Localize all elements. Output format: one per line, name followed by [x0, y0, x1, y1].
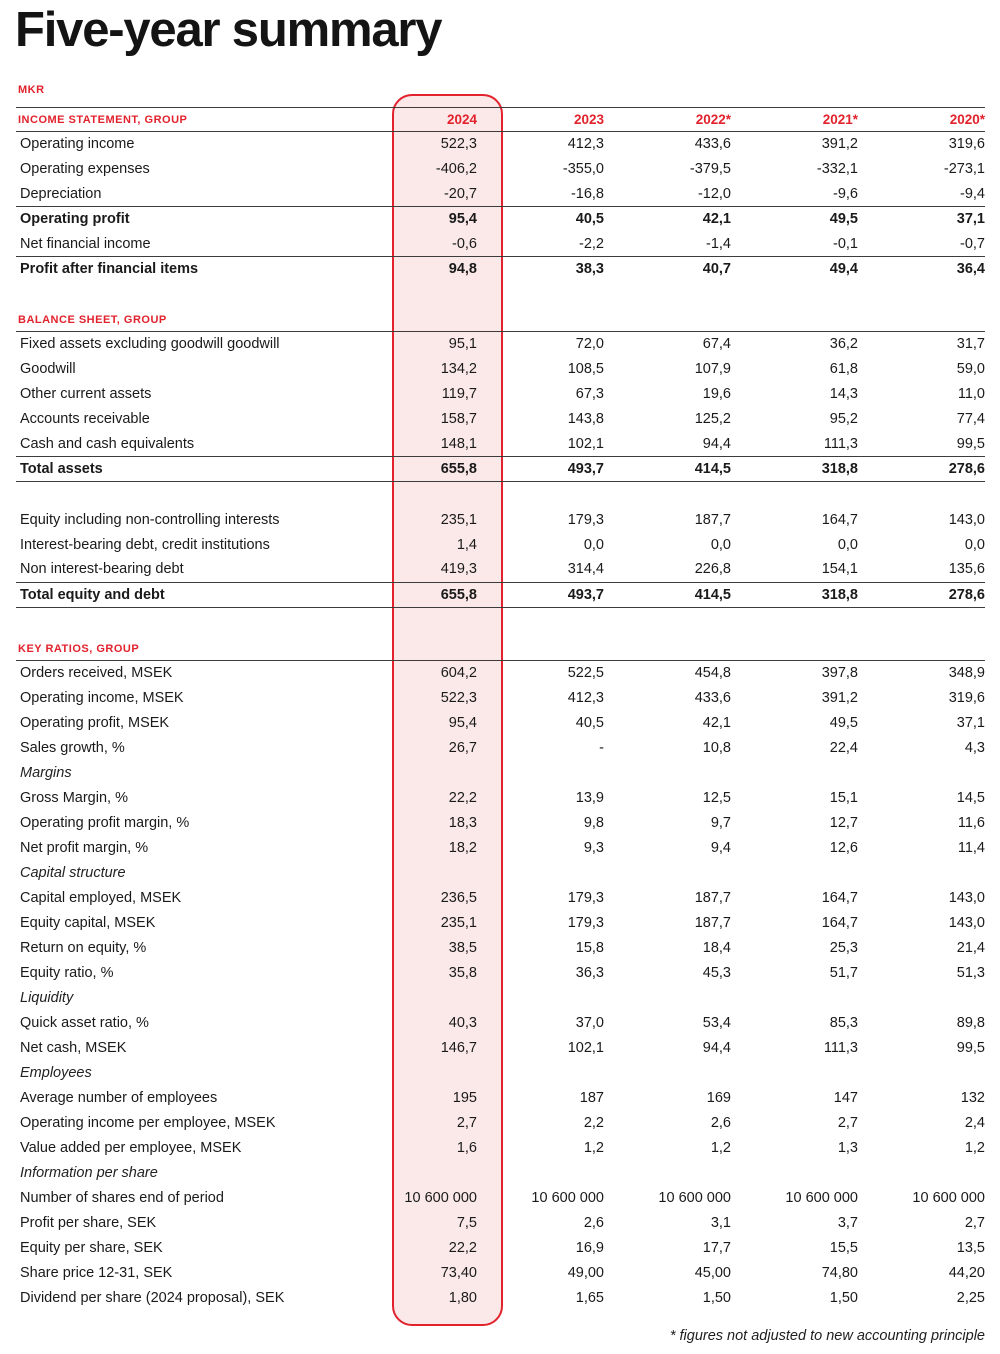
row-label: Profit per share, SEK: [20, 1215, 157, 1231]
cell-value: 2,6: [583, 1215, 604, 1231]
cell-value: 195: [452, 1090, 477, 1106]
year-column-header: 2020*: [949, 112, 985, 127]
cell-value: 412,3: [567, 136, 604, 153]
cell-value: 179,3: [567, 915, 604, 931]
cell-value: 10 600 000: [531, 1190, 604, 1206]
cell-value: -: [599, 740, 604, 756]
row-label: Orders received, MSEK: [20, 665, 173, 682]
row-label: Total equity and debt: [20, 586, 165, 603]
cell-value: 73,40: [440, 1265, 477, 1281]
cell-value: 89,8: [956, 1015, 985, 1031]
cell-value: 1,2: [583, 1140, 604, 1156]
cell-value: 95,4: [448, 715, 477, 731]
row-label: Interest-bearing debt, credit institutions: [20, 536, 270, 553]
table-row: [16, 1086, 985, 1111]
cell-value: 94,4: [702, 1040, 731, 1056]
section-heading: INCOME STATEMENT, GROUP: [18, 113, 188, 126]
cell-value: 9,7: [710, 815, 731, 831]
row-label: Non interest-bearing debt: [20, 561, 184, 578]
unit-label: MKR: [18, 84, 45, 96]
cell-value: 493,7: [567, 586, 604, 603]
cell-value: -273,1: [943, 161, 985, 177]
row-label: Fixed assets excluding goodwill goodwill: [20, 336, 280, 353]
cell-value: 132: [960, 1090, 985, 1106]
cell-value: 433,6: [694, 136, 731, 153]
cell-value: 2,7: [456, 1115, 477, 1131]
cell-value: 95,4: [448, 211, 477, 228]
row-label: Depreciation: [20, 185, 102, 202]
cell-value: 135,6: [948, 561, 985, 578]
year-column-header: 2023: [573, 112, 604, 127]
cell-value: 164,7: [821, 890, 858, 906]
cell-value: 391,2: [821, 136, 858, 153]
cell-value: 9,3: [583, 840, 604, 856]
cell-value: 433,6: [694, 690, 731, 706]
cell-value: 11,4: [957, 840, 985, 856]
cell-value: 14,5: [956, 790, 985, 806]
row-label: Quick asset ratio, %: [20, 1015, 149, 1031]
row-label: Equity per share, SEK: [20, 1240, 163, 1256]
cell-value: 522,5: [567, 665, 604, 682]
row-label: Average number of employees: [20, 1090, 218, 1106]
cell-value: 4,3: [964, 740, 985, 756]
table-row: [16, 786, 985, 811]
row-label: Sales growth, %: [20, 740, 125, 756]
cell-value: 179,3: [567, 890, 604, 906]
table-row: [16, 1111, 985, 1136]
cell-value: 13,5: [956, 1240, 985, 1256]
cell-value: 12,6: [829, 840, 858, 856]
cell-value: 147: [833, 1090, 858, 1106]
spacer: [16, 607, 985, 636]
cell-value: 10 600 000: [658, 1190, 731, 1206]
cell-value: 522,3: [440, 136, 477, 153]
spacer-row: [16, 282, 985, 307]
cell-value: 40,3: [448, 1015, 477, 1031]
cell-value: 1,2: [710, 1140, 731, 1156]
cell-value: 19,6: [702, 386, 731, 402]
cell-value: 319,6: [948, 690, 985, 706]
table-row: [16, 961, 985, 986]
cell-value: 1,2: [964, 1140, 985, 1156]
cell-value: 154,1: [821, 561, 858, 578]
cell-value: 655,8: [440, 586, 477, 603]
row-label: Operating profit: [20, 211, 130, 228]
summary-table-body: [16, 108, 985, 1311]
table-row: [16, 736, 985, 761]
section-heading: KEY RATIOS, GROUP: [18, 643, 140, 655]
table-header-row: [16, 108, 985, 132]
table-row: [16, 1011, 985, 1036]
cell-value: 108,5: [567, 361, 604, 377]
row-label: Return on equity, %: [20, 940, 147, 956]
cell-value: 11,6: [957, 815, 985, 831]
cell-value: 95,2: [829, 411, 858, 427]
cell-value: 604,2: [440, 665, 477, 682]
cell-value: 493,7: [567, 461, 604, 477]
table-row: [16, 1236, 985, 1261]
cell-value: 49,5: [829, 211, 858, 228]
table-row: [16, 457, 985, 482]
cell-value: 102,1: [567, 435, 604, 452]
cell-value: 2,4: [964, 1115, 985, 1131]
cell-value: 61,8: [829, 361, 858, 377]
cell-value: 45,3: [702, 965, 731, 981]
cell-value: 164,7: [821, 915, 858, 931]
subsection-header-row: [16, 986, 985, 1011]
section-header-row: [16, 636, 985, 661]
cell-value: 22,2: [448, 790, 477, 806]
row-label: Accounts receivable: [20, 411, 150, 427]
section-heading: BALANCE SHEET, GROUP: [18, 314, 167, 326]
cell-value: 40,5: [575, 211, 604, 228]
cell-value: -2,2: [579, 235, 604, 252]
cell-value: 49,4: [829, 261, 858, 278]
cell-value: 9,8: [583, 815, 604, 831]
cell-value: 18,3: [448, 815, 477, 831]
cell-value: 18,2: [448, 840, 477, 856]
row-label: Operating income: [20, 136, 135, 153]
cell-value: 95,1: [448, 336, 477, 353]
cell-value: 414,5: [694, 461, 731, 477]
cell-value: 522,3: [440, 690, 477, 706]
cell-value: 10 600 000: [912, 1190, 985, 1206]
cell-value: 25,3: [829, 940, 858, 956]
table-row: [16, 686, 985, 711]
cell-value: 187,7: [694, 915, 731, 931]
cell-value: 2,6: [710, 1115, 731, 1131]
cell-value: 72,0: [575, 336, 604, 353]
cell-value: 51,3: [956, 965, 985, 981]
cell-value: 0,0: [964, 536, 985, 553]
cell-value: 148,1: [440, 435, 477, 452]
row-label: Equity ratio, %: [20, 965, 114, 981]
cell-value: -406,2: [435, 161, 477, 177]
row-label: Dividend per share (2024 proposal), SEK: [20, 1290, 285, 1306]
cell-value: -1,4: [706, 235, 731, 252]
cell-value: 40,5: [575, 715, 604, 731]
cell-value: 11,0: [957, 386, 985, 402]
table-row: [16, 811, 985, 836]
cell-value: 1,6: [456, 1140, 477, 1156]
cell-value: 146,7: [440, 1040, 477, 1056]
row-label: Cash and cash equivalents: [20, 435, 195, 452]
cell-value: -9,6: [833, 185, 858, 202]
cell-value: 37,1: [956, 211, 985, 228]
cell-value: 397,8: [821, 665, 858, 682]
cell-value: 36,3: [575, 965, 604, 981]
cell-value: 3,1: [710, 1215, 731, 1231]
cell-value: 187,7: [694, 890, 731, 906]
cell-value: 125,2: [694, 411, 731, 427]
cell-value: 2,7: [837, 1115, 858, 1131]
subsection-header-row: [16, 1161, 985, 1186]
row-label: Value added per employee, MSEK: [20, 1140, 242, 1156]
cell-value: 164,7: [821, 511, 858, 528]
cell-value: 143,8: [567, 411, 604, 427]
cell-value: 53,4: [702, 1015, 731, 1031]
table-row: [16, 382, 985, 407]
row-label: Total assets: [20, 461, 103, 477]
cell-value: -0,6: [452, 235, 477, 252]
table-row: [16, 157, 985, 182]
cell-value: 10 600 000: [785, 1190, 858, 1206]
table-row: [16, 936, 985, 961]
page-title: Five-year summary: [15, 3, 442, 57]
table-row: [16, 432, 985, 457]
cell-value: 1,4: [456, 536, 477, 553]
cell-value: 14,3: [829, 386, 858, 402]
cell-value: 235,1: [440, 511, 477, 528]
subsection-heading: Margins: [20, 765, 72, 781]
table-row: [16, 232, 985, 257]
cell-value: 314,4: [567, 561, 604, 578]
cell-value: -16,8: [570, 185, 604, 202]
table-row: [16, 257, 985, 282]
cell-value: 26,7: [448, 740, 477, 756]
cell-value: 412,3: [567, 690, 604, 706]
cell-value: 99,5: [956, 435, 985, 452]
cell-value: 143,0: [948, 511, 985, 528]
cell-value: 36,4: [956, 261, 985, 278]
spacer-row: [16, 607, 985, 636]
cell-value: 134,2: [440, 361, 477, 377]
cell-value: 18,4: [702, 940, 731, 956]
cell-value: 94,4: [702, 435, 731, 452]
cell-value: 318,8: [821, 586, 858, 603]
cell-value: 111,3: [823, 435, 858, 452]
cell-value: 414,5: [694, 586, 731, 603]
cell-value: 42,1: [702, 211, 731, 228]
cell-value: 187,7: [694, 511, 731, 528]
cell-value: 36,2: [829, 336, 858, 353]
cell-value: 77,4: [956, 411, 985, 427]
cell-value: 1,3: [837, 1140, 858, 1156]
table-row: [16, 507, 985, 532]
cell-value: 0,0: [837, 536, 858, 553]
cell-value: 67,4: [702, 336, 731, 353]
year-column-header: 2024: [446, 112, 477, 127]
subsection-header-row: [16, 861, 985, 886]
cell-value: 391,2: [821, 690, 858, 706]
cell-value: 12,5: [702, 790, 731, 806]
row-label: Operating income per employee, MSEK: [20, 1115, 276, 1131]
cell-value: -355,0: [562, 161, 604, 177]
table-row: [16, 886, 985, 911]
row-label: Equity including non-controlling interests: [20, 511, 280, 528]
cell-value: 226,8: [694, 561, 731, 578]
table-row: [16, 132, 985, 157]
cell-value: 10,8: [702, 740, 731, 756]
cell-value: 111,3: [823, 1040, 858, 1056]
cell-value: 236,5: [440, 890, 477, 906]
cell-value: -20,7: [443, 185, 477, 202]
cell-value: 15,8: [575, 940, 604, 956]
table-row: [16, 207, 985, 232]
year-column-header: 2021*: [822, 112, 858, 127]
cell-value: 49,00: [567, 1265, 604, 1281]
footnote: * figures not adjusted to new accounting principle: [669, 1328, 985, 1344]
cell-value: 318,8: [821, 461, 858, 477]
cell-value: 179,3: [567, 511, 604, 528]
cell-value: 0,0: [710, 536, 731, 553]
cell-value: 38,5: [448, 940, 477, 956]
table-row: [16, 1136, 985, 1161]
cell-value: 278,6: [948, 461, 985, 477]
cell-value: -332,1: [816, 161, 858, 177]
table-row: [16, 836, 985, 861]
cell-value: -9,4: [960, 185, 985, 202]
cell-value: 31,7: [956, 336, 985, 353]
table-row: [16, 332, 985, 357]
table-row: [16, 582, 985, 607]
cell-value: 44,20: [948, 1265, 985, 1281]
subsection-heading: Employees: [20, 1065, 92, 1081]
row-label: Net financial income: [20, 235, 151, 252]
cell-value: 158,7: [440, 411, 477, 427]
cell-value: 419,3: [440, 561, 477, 578]
cell-value: 454,8: [694, 665, 731, 682]
subsection-heading: Liquidity: [20, 990, 74, 1006]
cell-value: 15,5: [829, 1240, 858, 1256]
cell-value: 99,5: [956, 1040, 985, 1056]
cell-value: 1,50: [829, 1290, 858, 1306]
cell-value: -12,0: [697, 185, 731, 202]
cell-value: 22,4: [829, 740, 858, 756]
table-row: [16, 911, 985, 936]
cell-value: 0,0: [583, 536, 604, 553]
cell-value: 17,7: [702, 1240, 731, 1256]
cell-value: 319,6: [948, 136, 985, 153]
row-label: Number of shares end of period: [20, 1190, 224, 1206]
cell-value: -379,5: [689, 161, 731, 177]
cell-value: 85,3: [829, 1015, 858, 1031]
cell-value: 13,9: [575, 790, 604, 806]
row-label: Other current assets: [20, 386, 152, 402]
cell-value: 45,00: [694, 1265, 731, 1281]
cell-value: 51,7: [829, 965, 858, 981]
table-row: [16, 532, 985, 557]
cell-value: 107,9: [694, 361, 731, 377]
cell-value: 67,3: [575, 386, 604, 402]
cell-value: 2,2: [583, 1115, 604, 1131]
cell-value: -0,1: [833, 235, 858, 252]
row-label: Capital employed, MSEK: [20, 890, 182, 906]
cell-value: 37,1: [956, 715, 985, 731]
cell-value: 3,7: [837, 1215, 858, 1231]
cell-value: 348,9: [948, 665, 985, 682]
cell-value: 37,0: [575, 1015, 604, 1031]
section-header-row: [16, 307, 985, 332]
table-row: [16, 182, 985, 207]
cell-value: 10 600 000: [404, 1190, 477, 1206]
cell-value: 40,7: [702, 261, 731, 278]
cell-value: 2,25: [956, 1290, 985, 1306]
table-row: [16, 1261, 985, 1286]
cell-value: 655,8: [440, 461, 477, 477]
cell-value: 94,8: [448, 261, 477, 278]
cell-value: 235,1: [440, 915, 477, 931]
cell-value: 16,9: [575, 1240, 604, 1256]
cell-value: 12,7: [829, 815, 858, 831]
cell-value: 169: [706, 1090, 731, 1106]
cell-value: 1,50: [702, 1290, 731, 1306]
table-row: [16, 557, 985, 582]
cell-value: 143,0: [948, 915, 985, 931]
cell-value: 21,4: [956, 940, 985, 956]
table-row: [16, 1211, 985, 1236]
table-row: [16, 1036, 985, 1061]
spacer: [16, 482, 985, 508]
cell-value: 49,5: [829, 715, 858, 731]
year-column-header: 2022*: [695, 112, 731, 127]
table-row: [16, 1286, 985, 1311]
spacer-row: [16, 482, 985, 508]
cell-value: 1,80: [448, 1290, 477, 1306]
cell-value: 143,0: [948, 890, 985, 906]
cell-value: 38,3: [575, 261, 604, 278]
cell-value: 9,4: [710, 840, 731, 856]
row-label: Operating profit, MSEK: [20, 715, 170, 731]
row-label: Share price 12-31, SEK: [20, 1265, 173, 1281]
cell-value: 7,5: [456, 1215, 477, 1231]
cell-value: 35,8: [448, 965, 477, 981]
cell-value: 59,0: [956, 361, 985, 377]
cell-value: 1,65: [575, 1290, 604, 1306]
subsection-header-row: [16, 761, 985, 786]
subsection-heading: Information per share: [20, 1165, 158, 1181]
subsection-header-row: [16, 1061, 985, 1086]
cell-value: -0,7: [960, 235, 985, 252]
spacer: [16, 282, 985, 307]
row-label: Operating profit margin, %: [20, 815, 190, 831]
row-label: Goodwill: [20, 361, 76, 377]
row-label: Operating expenses: [20, 161, 150, 177]
row-label: Profit after financial items: [20, 261, 199, 278]
table-row: [16, 661, 985, 686]
row-label: Net profit margin, %: [20, 840, 149, 856]
table-row: [16, 357, 985, 382]
table-row: [16, 407, 985, 432]
cell-value: 102,1: [567, 1040, 604, 1056]
cell-value: 22,2: [448, 1240, 477, 1256]
cell-value: 2,7: [964, 1215, 985, 1231]
row-label: Gross Margin, %: [20, 790, 128, 806]
subsection-heading: Capital structure: [20, 865, 126, 881]
cell-value: 42,1: [702, 715, 731, 731]
row-label: Equity capital, MSEK: [20, 915, 156, 931]
five-year-summary-table: [16, 107, 985, 1311]
row-label: Operating income, MSEK: [20, 690, 184, 706]
cell-value: 119,7: [441, 386, 477, 402]
cell-value: 187: [579, 1090, 604, 1106]
row-label: Net cash, MSEK: [20, 1040, 127, 1056]
cell-value: 15,1: [829, 790, 858, 806]
table-row: [16, 1186, 985, 1211]
cell-value: 278,6: [948, 586, 985, 603]
table-row: [16, 711, 985, 736]
cell-value: 74,80: [821, 1265, 858, 1281]
